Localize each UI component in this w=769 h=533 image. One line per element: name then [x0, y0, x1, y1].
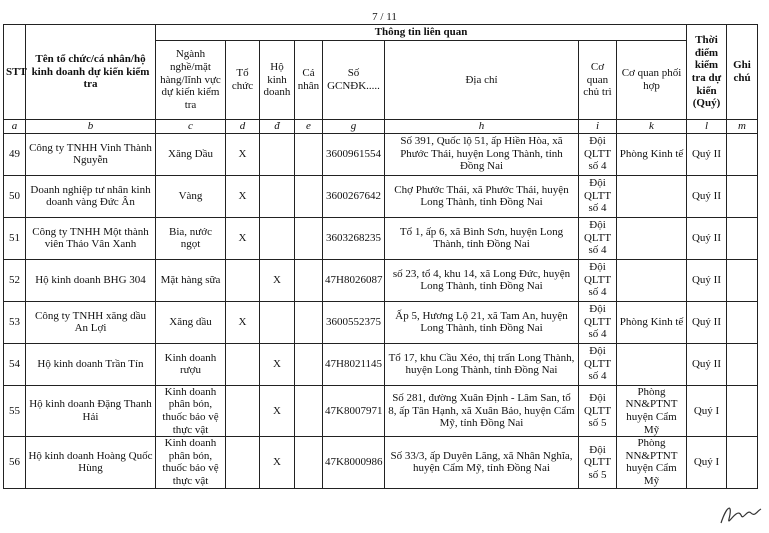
inspection-table	[3, 24, 758, 489]
org-mark: X	[226, 301, 260, 343]
individual-mark	[295, 437, 323, 489]
name-cell: Hộ kinh doanh Trần Tín	[26, 343, 156, 385]
coop-agency-cell: Phòng Kinh tế	[617, 133, 687, 175]
col-letter: k	[617, 120, 687, 134]
lead-agency-cell: Đội QLTT số 5	[579, 437, 617, 489]
table-row	[4, 343, 758, 385]
org-mark	[226, 385, 260, 437]
note-cell	[727, 175, 758, 217]
address-cell: Số 281, đường Xuân Định - Lâm San, tổ 8, ấp Tân Hạnh, xã Xuân Bảo, huyện Cẩm Mỹ, tỉnh Đồng Nai	[385, 385, 579, 437]
coop-agency-cell	[617, 343, 687, 385]
page-number: 7 / 11	[372, 11, 397, 23]
header-address: Địa chỉ	[385, 41, 579, 120]
reg-no-cell: 47H8026087	[323, 259, 385, 301]
col-letter: l	[687, 120, 727, 134]
coop-agency-cell: Phòng Kinh tế	[617, 301, 687, 343]
household-mark	[260, 133, 295, 175]
reg-no-cell: 3600552375	[323, 301, 385, 343]
org-mark: X	[226, 175, 260, 217]
col-letter: đ	[260, 120, 295, 134]
name-cell: Hộ kinh doanh Đặng Thanh Hải	[26, 385, 156, 437]
coop-agency-cell	[617, 217, 687, 259]
coop-agency-cell: Phòng NN&PTNT huyện Cẩm Mỹ	[617, 385, 687, 437]
reg-no-cell: 3600267642	[323, 175, 385, 217]
table-row	[4, 301, 758, 343]
stt-cell: 51	[4, 217, 26, 259]
org-mark: X	[226, 133, 260, 175]
name-cell: Công ty TNHH xăng dầu An Lợi	[26, 301, 156, 343]
reg-no-cell: 47H8021145	[323, 343, 385, 385]
individual-mark	[295, 217, 323, 259]
header-stt: STT	[4, 25, 26, 120]
name-cell: Hộ kinh doanh Hoàng Quốc Hùng	[26, 437, 156, 489]
stt-cell: 50	[4, 175, 26, 217]
coop-agency-cell	[617, 259, 687, 301]
individual-mark	[295, 133, 323, 175]
col-letter: d	[226, 120, 260, 134]
industry-cell: Bia, nước ngọt	[156, 217, 226, 259]
org-mark	[226, 343, 260, 385]
name-cell: Doanh nghiệp tư nhân kinh doanh vàng Đức Ân	[26, 175, 156, 217]
coop-agency-cell: Phòng NN&PTNT huyện Cẩm Mỹ	[617, 437, 687, 489]
household-mark	[260, 301, 295, 343]
household-mark: X	[260, 385, 295, 437]
reg-no-cell: 47K8000986	[323, 437, 385, 489]
industry-cell: Xăng dầu	[156, 301, 226, 343]
col-letter: c	[156, 120, 226, 134]
address-cell: số 23, tổ 4, khu 14, xã Long Đức, huyện Long Thành, tỉnh Đồng Nai	[385, 259, 579, 301]
header-household: Hộ kinh doanh	[260, 41, 295, 120]
stt-cell: 52	[4, 259, 26, 301]
org-mark	[226, 259, 260, 301]
time-cell: Quý II	[687, 259, 727, 301]
household-mark	[260, 175, 295, 217]
address-cell: Số 33/3, ấp Duyên Lãng, xã Nhân Nghĩa, huyện Cẩm Mỹ, tỉnh Đồng Nai	[385, 437, 579, 489]
name-cell: Công ty TNHH Vinh Thành Nguyễn	[26, 133, 156, 175]
col-letter: i	[579, 120, 617, 134]
header-individual: Cá nhân	[295, 41, 323, 120]
individual-mark	[295, 175, 323, 217]
note-cell	[727, 133, 758, 175]
header-industry: Ngành nghề/mặt hàng/lĩnh vực dự kiến kiểm tra	[156, 41, 226, 120]
column-letter-row	[4, 120, 758, 134]
col-letter: a	[4, 120, 26, 134]
header-time: Thời điểm kiểm tra dự kiến (Quý)	[687, 25, 727, 120]
address-cell: Ấp 5, Hương Lộ 21, xã Tam An, huyện Long Thành, tỉnh Đồng Nai	[385, 301, 579, 343]
table-row	[4, 385, 758, 437]
address-cell: Chợ Phước Thái, xã Phước Thái, huyện Long Thành, tỉnh Đồng Nai	[385, 175, 579, 217]
table-row	[4, 133, 758, 175]
stt-cell: 54	[4, 343, 26, 385]
header-name: Tên tổ chức/cá nhân/hộ kinh doanh dự kiến kiểm tra	[26, 25, 156, 120]
name-cell: Công ty TNHH Một thành viên Thảo Vân Xanh	[26, 217, 156, 259]
table-row	[4, 437, 758, 489]
name-cell: Hộ kinh doanh BHG 304	[26, 259, 156, 301]
time-cell: Quý II	[687, 343, 727, 385]
org-mark	[226, 437, 260, 489]
individual-mark	[295, 385, 323, 437]
header-org: Tổ chức	[226, 41, 260, 120]
time-cell: Quý I	[687, 385, 727, 437]
table-row	[4, 217, 758, 259]
individual-mark	[295, 301, 323, 343]
table-row	[4, 175, 758, 217]
col-letter: h	[385, 120, 579, 134]
col-letter: m	[727, 120, 758, 134]
time-cell: Quý II	[687, 301, 727, 343]
reg-no-cell: 47K8007971	[323, 385, 385, 437]
address-cell: Tổ 17, khu Cầu Xéo, thị trấn Long Thành, huyện Long Thành, tỉnh Đồng Nai	[385, 343, 579, 385]
note-cell	[727, 385, 758, 437]
industry-cell: Xăng Dầu	[156, 133, 226, 175]
header-lead-agency: Cơ quan chủ trì	[579, 41, 617, 120]
lead-agency-cell: Đội QLTT số 4	[579, 259, 617, 301]
time-cell: Quý I	[687, 437, 727, 489]
header-note: Ghi chú	[727, 25, 758, 120]
stt-cell: 55	[4, 385, 26, 437]
stt-cell: 53	[4, 301, 26, 343]
household-mark: X	[260, 343, 295, 385]
note-cell	[727, 259, 758, 301]
header-reg-no: Số GCNĐK.....	[323, 41, 385, 120]
reg-no-cell: 3603268235	[323, 217, 385, 259]
household-mark	[260, 217, 295, 259]
lead-agency-cell: Đội QLTT số 4	[579, 343, 617, 385]
note-cell	[727, 301, 758, 343]
household-mark: X	[260, 437, 295, 489]
lead-agency-cell: Đội QLTT số 4	[579, 133, 617, 175]
industry-cell: Kinh doanh phân bón, thuốc bảo vệ thực vật	[156, 385, 226, 437]
industry-cell: Vàng	[156, 175, 226, 217]
household-mark: X	[260, 259, 295, 301]
lead-agency-cell: Đội QLTT số 5	[579, 385, 617, 437]
lead-agency-cell: Đội QLTT số 4	[579, 217, 617, 259]
header-coop-agency: Cơ quan phối hợp	[617, 41, 687, 120]
industry-cell: Kinh doanh rượu	[156, 343, 226, 385]
time-cell: Quý II	[687, 175, 727, 217]
stt-cell: 49	[4, 133, 26, 175]
note-cell	[727, 437, 758, 489]
address-cell: Tổ 1, ấp 6, xã Bình Sơn, huyện Long Thành, tỉnh Đồng Nai	[385, 217, 579, 259]
individual-mark	[295, 343, 323, 385]
signature-icon	[717, 499, 763, 529]
col-letter: e	[295, 120, 323, 134]
col-letter: b	[26, 120, 156, 134]
individual-mark	[295, 259, 323, 301]
note-cell	[727, 343, 758, 385]
reg-no-cell: 3600961554	[323, 133, 385, 175]
col-letter: g	[323, 120, 385, 134]
coop-agency-cell	[617, 175, 687, 217]
stt-cell: 56	[4, 437, 26, 489]
lead-agency-cell: Đội QLTT số 4	[579, 301, 617, 343]
address-cell: Số 391, Quốc lộ 51, ấp Hiền Hòa, xã Phước Thái, huyện Long Thành, tỉnh Đồng Nai	[385, 133, 579, 175]
time-cell: Quý II	[687, 133, 727, 175]
table-row	[4, 259, 758, 301]
note-cell	[727, 217, 758, 259]
industry-cell: Kinh doanh phân bón, thuốc bảo vệ thực vật	[156, 437, 226, 489]
org-mark: X	[226, 217, 260, 259]
time-cell: Quý II	[687, 217, 727, 259]
industry-cell: Mặt hàng sữa	[156, 259, 226, 301]
header-related-info: Thông tin liên quan	[156, 25, 687, 41]
lead-agency-cell: Đội QLTT số 4	[579, 175, 617, 217]
